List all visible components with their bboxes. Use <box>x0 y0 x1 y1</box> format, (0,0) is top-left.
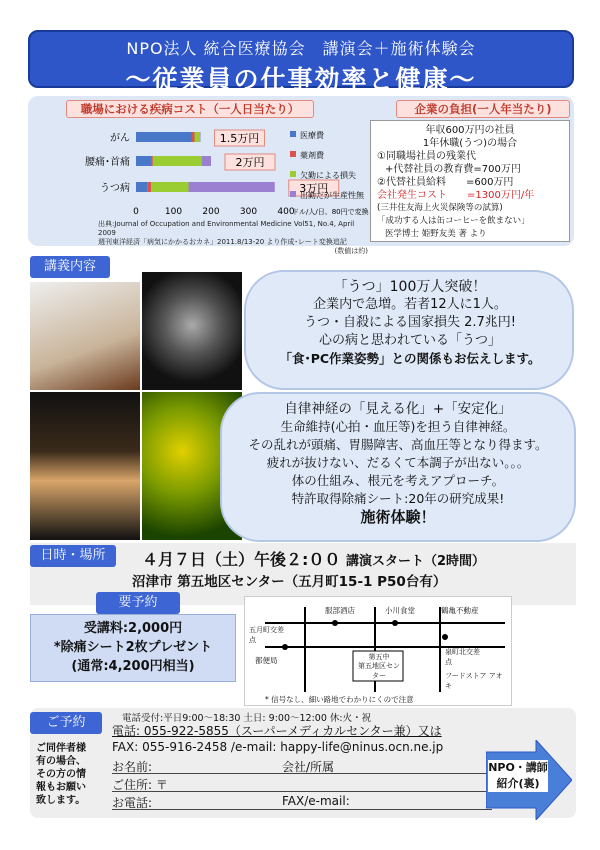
bar-segment <box>153 156 202 166</box>
chart-source <box>98 220 368 256</box>
annotation-label: 3万円 <box>299 182 329 195</box>
cloud-line: 体の仕組み、根元を考えアプローチ。 <box>291 473 505 488</box>
burden-line: +代替社員の教育費=700万円 <box>385 164 521 175</box>
datetime-label: 日時・場所 <box>30 545 116 567</box>
arrow-line: NPO・講師 <box>488 761 548 774</box>
map-label: 服部酒店 <box>325 606 355 615</box>
reservation-required-label: 要予約 <box>96 592 180 614</box>
event-date: ４月７日（土）午後２:００ <box>142 550 341 569</box>
map-label: 第五中 <box>368 653 390 661</box>
category-label: 腰痛･首痛 <box>85 157 130 168</box>
fax-email[interactable]: FAX: 055-916-2458 /e-mail: happy-life@ninus.ocn.ne.jp <box>112 740 444 754</box>
company-label: 会社/所属 <box>282 760 335 774</box>
x-tick-label: 400 <box>277 207 295 217</box>
burden-line: ②代替社員給料 =600万円 <box>377 177 514 188</box>
event-datetime <box>142 547 485 570</box>
map-label: 小川食堂 <box>385 606 415 615</box>
legend-label: 欠勤による損失 <box>300 171 356 180</box>
brain-scan-image <box>142 272 242 390</box>
note-line: 有の場合、 <box>36 756 86 767</box>
legend-swatch <box>290 191 296 197</box>
bar-segment <box>192 132 195 142</box>
bar-segment <box>189 182 275 192</box>
x-tick-label: 100 <box>164 207 183 217</box>
note-line: 報もお願い <box>36 782 86 793</box>
event-start: 講演スタート（2時間） <box>345 554 486 569</box>
gift-value-text: (通常:4,200円相当) <box>71 659 195 674</box>
legend-swatch <box>290 151 296 157</box>
cost-chart-title: 職場における疾病コスト（一人日当たり） <box>66 100 314 118</box>
cloud-depression-text <box>250 278 570 368</box>
cloud-line: 「うつ」100万人突破！ <box>333 279 487 295</box>
x-tick-label: 0 <box>133 207 139 217</box>
cost-panel <box>28 96 574 255</box>
map-label: 都便局 <box>255 656 278 665</box>
x-tick-label: 200 <box>202 207 220 217</box>
event-title: ～従業員の仕事効率と健康～ <box>125 65 477 94</box>
note-line: ご同伴者様 <box>36 743 86 754</box>
legend-label: 医療費 <box>300 131 324 140</box>
reception-hours: 電話受付:平日9:00～18:30 土日: 9:00～12:00 休:火・祝 <box>122 713 372 724</box>
cloud-line: 疲れが抜けない、だるくて本調子が出ない。。。 <box>266 455 530 470</box>
burden-line: ①同職場社員の残業代 <box>377 151 476 162</box>
source-line: 出典:Journal of Occupation and Environmental Medicine Vol51, No.4, April 2009 <box>98 220 355 237</box>
cloud-line: うつ・自殺による国家損失 2.7兆円! <box>303 315 517 330</box>
lecture-label: 講義内容 <box>30 256 110 278</box>
cloud-line: 心の病と思われている「うつ」 <box>318 333 501 348</box>
phone-field[interactable] <box>112 794 492 810</box>
bar-segment <box>151 156 153 166</box>
category-label: がん <box>110 133 130 144</box>
map-label: フードストア アオキ <box>445 672 503 690</box>
burden-line: 年収600万円の社員 <box>425 125 515 136</box>
burden-total: 会社発生コスト =1300万円/年 <box>377 190 535 201</box>
name-field[interactable] <box>112 758 492 774</box>
x-tick-label: 300 <box>239 207 258 217</box>
faxmail-label: FAX/e-mail: <box>282 794 350 808</box>
cloud-line: 施術体験！ <box>360 508 436 526</box>
cloud-autonomic-text <box>222 400 574 526</box>
source-line: (数値は約) <box>334 247 368 255</box>
annotation-label: 2万円 <box>235 156 265 169</box>
x-axis-label: ドル/人/日、80円で変換 <box>292 208 369 216</box>
map-label: 泉町北交差点 <box>445 648 480 666</box>
back-page-text[interactable] <box>488 760 548 792</box>
legend-label: 出勤だが生産性無 <box>300 191 364 200</box>
source-line: 週刊東洋経済「病気にかかるおカネ」2011.8/13-20 より作成･レート変換追記 <box>98 238 347 246</box>
cloud-line: 「食･PC作業姿勢」との関係もお伝えします。 <box>279 351 541 366</box>
tel-label: お電話: <box>112 796 153 810</box>
note-line: その方の情 <box>36 769 86 780</box>
category-label: うつ病 <box>100 183 130 194</box>
cloud-line: 生命維持(心拍・血圧等)を担う自律神経。 <box>280 419 516 434</box>
organizer-line: NPO法人 統合医療協会 講演会＋施術体験会 <box>126 39 476 58</box>
arrow-line: 紹介(裏) <box>488 776 548 792</box>
bar-segment <box>151 182 189 192</box>
burden-line: 医学博士 姫野友美 著 より <box>385 229 487 239</box>
donut-photo <box>30 282 140 390</box>
burden-line: 1年休職(うつ)の場合 <box>422 138 518 149</box>
bar-segment <box>147 182 151 192</box>
cloud-line: 特許取得除痛シート:20年の研究成果! <box>291 491 505 506</box>
map-label: 第五地区センター <box>358 662 400 680</box>
map-label: 鶴亀不動産 <box>441 606 479 615</box>
legend-label: 薬剤費 <box>300 151 324 160</box>
bar-segment <box>136 156 151 166</box>
burden-title: 企業の負担(一人年当たり) <box>396 100 570 118</box>
name-label: お名前: <box>112 760 153 774</box>
gift-text: *除痛シート2枚プレゼント <box>53 640 213 655</box>
burden-line: 「成功する人は缶コーヒーを飲まない」 <box>377 216 530 226</box>
note-line: 致します。 <box>36 795 86 806</box>
bar-segment <box>200 132 201 142</box>
access-map <box>244 596 512 706</box>
fee-box <box>30 614 236 682</box>
spine-image <box>30 392 140 540</box>
address-field[interactable] <box>112 776 492 792</box>
cloud-line: 自律神経の「見える化」+「安定化」 <box>284 401 512 417</box>
legend-swatch <box>290 171 296 177</box>
map-label: 五月町交差点 <box>249 626 284 644</box>
event-venue: 沼津市 第五地区センター（五月町15-1 P50台有） <box>132 574 447 590</box>
reservation-label: ご予約 <box>30 712 102 734</box>
cloud-line: その乱れが頭痛、胃腸障害、高血圧等となり得ます。 <box>248 437 548 452</box>
map-note: * 信号なし、細い路地でわかりにくので注意 <box>265 695 414 704</box>
bar-segment <box>136 132 192 142</box>
annotation-label: 1.5万円 <box>219 132 260 145</box>
fee-text: 受講料:2,000円 <box>83 621 183 636</box>
bar-segment <box>136 182 147 192</box>
bar-segment <box>195 132 200 142</box>
legend-swatch <box>290 131 296 137</box>
bar-segment <box>202 156 211 166</box>
header-banner <box>28 30 574 94</box>
cloud-line: 企業内で急増。若者12人に1人。 <box>313 297 507 312</box>
phone-number[interactable]: 電話: 055-922-5855（スーパーメディカルセンター兼）又は <box>112 724 442 738</box>
address-label: ご住所: 〒 <box>112 778 168 792</box>
burden-box <box>370 120 570 242</box>
burden-line: (三井住友海上火災保険等の試算) <box>377 203 503 213</box>
companion-note <box>36 742 108 807</box>
